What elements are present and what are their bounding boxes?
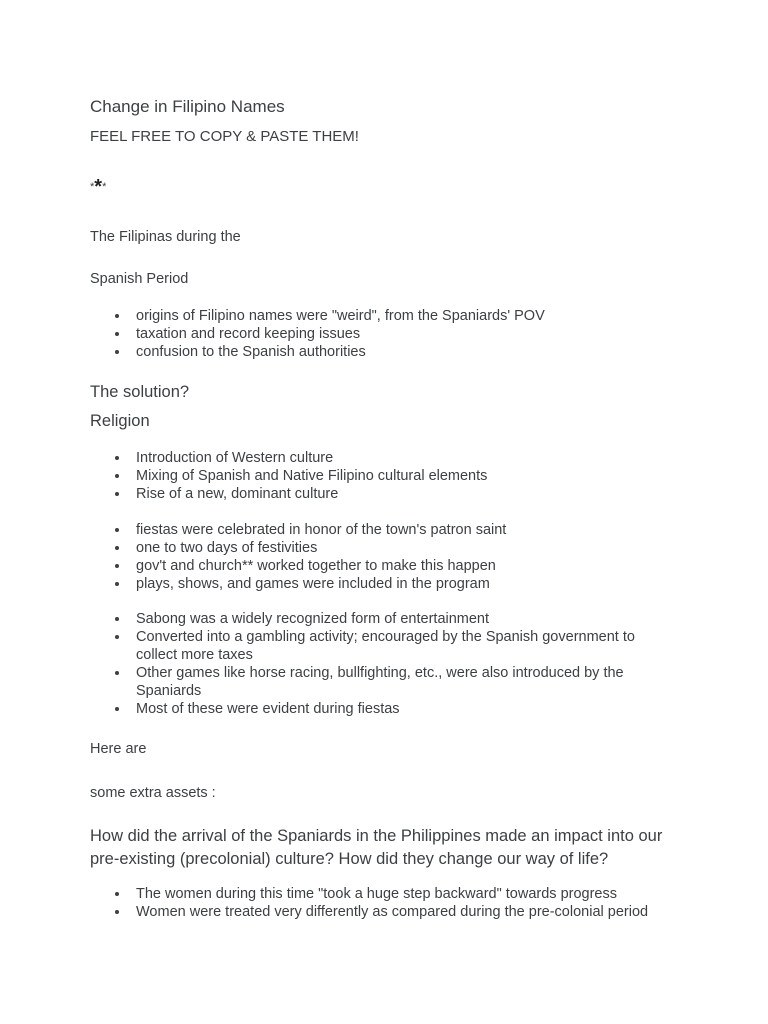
- religion-heading: Religion: [90, 412, 150, 430]
- list-item: confusion to the Spanish authorities: [136, 343, 696, 361]
- asterisk-small-left: *: [90, 181, 95, 193]
- list-item: Most of these were evident during fiestas: [136, 700, 676, 718]
- list-item: taxation and record keeping issues: [136, 325, 696, 343]
- list-item: plays, shows, and games were included in the program: [136, 575, 696, 593]
- list-item: The women during this time "took a huge step backward" towards progress: [136, 885, 716, 903]
- bullet-list-entertainment: [108, 610, 676, 718]
- solution-heading: The solution?: [90, 383, 190, 401]
- intro-line-1: The Filipinas during the: [90, 229, 241, 245]
- list-item: Converted into a gambling activity; encouraged by the Spanish government to collect more taxes: [136, 628, 676, 664]
- here-are-text: Here are: [90, 741, 147, 757]
- asterisk-small-right: *: [102, 181, 107, 193]
- list-item: gov't and church** worked together to make this happen: [136, 557, 696, 575]
- document-title: Change in Filipino Names: [90, 97, 285, 116]
- list-item: Mixing of Spanish and Native Filipino cultural elements: [136, 467, 696, 485]
- list-item: origins of Filipino names were "weird", from the Spaniards' POV: [136, 307, 696, 325]
- bullet-list-culture: [108, 449, 696, 503]
- bullet-list-fiestas: [108, 521, 696, 593]
- list-item: Women were treated very differently as compared during the pre-colonial period: [136, 903, 716, 921]
- document-subtitle: FEEL FREE TO COPY & PASTE THEM!: [90, 128, 359, 145]
- asterisk-large: *: [94, 176, 103, 198]
- question-heading: How did the arrival of the Spaniards in the Philippines made an impact into our pre-existing (precolonial) culture? How did they change our way of life?: [90, 827, 663, 868]
- list-item: Sabong was a widely recognized form of entertainment: [136, 610, 676, 628]
- list-item: Introduction of Western culture: [136, 449, 696, 467]
- list-item: fiestas were celebrated in honor of the town's patron saint: [136, 521, 696, 539]
- bullet-list-names-issues: [108, 307, 696, 361]
- list-item: Other games like horse racing, bullfighting, etc., were also introduced by the Spaniards: [136, 664, 676, 700]
- extra-assets-text: some extra assets :: [90, 785, 216, 801]
- bullet-list-women: [108, 885, 716, 921]
- asterisk-divider: [90, 177, 106, 199]
- intro-line-2: Spanish Period: [90, 271, 189, 287]
- list-item: one to two days of festivities: [136, 539, 696, 557]
- list-item: Rise of a new, dominant culture: [136, 485, 696, 503]
